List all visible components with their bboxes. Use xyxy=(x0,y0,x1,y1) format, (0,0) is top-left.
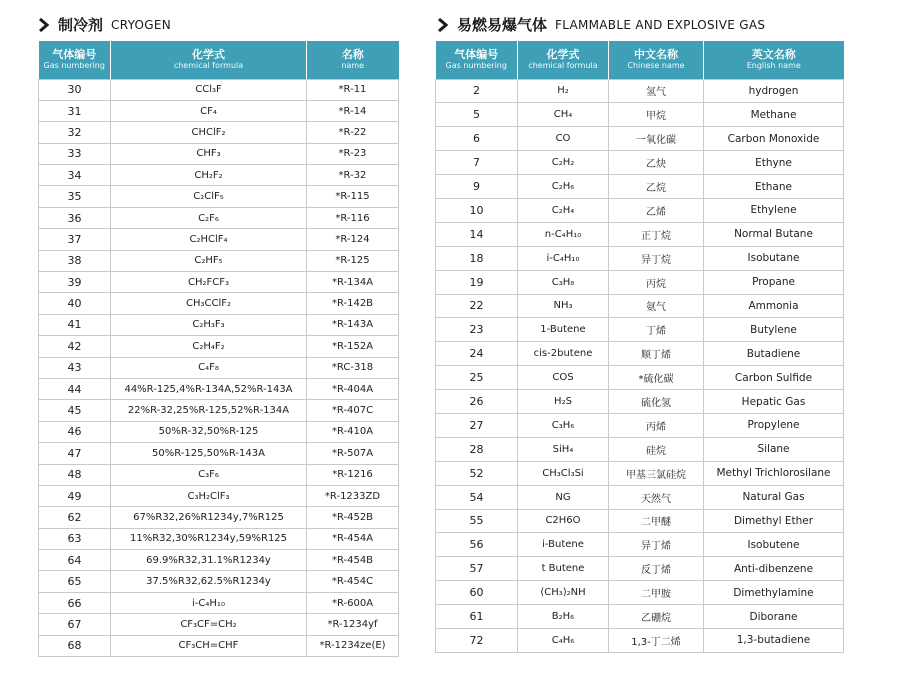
cell-english-name: Natural Gas xyxy=(704,485,844,509)
cell-name: *R-452B xyxy=(307,507,399,528)
cell-chemical-formula: CH₂F₂ xyxy=(111,165,307,186)
header-gas-number: 气体编号 Gas numbering xyxy=(436,41,518,79)
cell-gas-number: 37 xyxy=(39,229,111,250)
cell-chemical-formula: 67%R32,26%R1234y,7%R125 xyxy=(111,507,307,528)
cryogen-table xyxy=(38,41,399,657)
table-row xyxy=(436,270,844,294)
cell-name: *R-454A xyxy=(307,528,399,549)
cell-gas-number: 40 xyxy=(39,293,111,314)
flammable-title-cn: 易燃易爆气体 xyxy=(457,16,548,34)
cell-chemical-formula: C₂H₄ xyxy=(518,198,609,222)
table-row xyxy=(39,143,399,164)
cell-chinese-name: 顺丁烯 xyxy=(609,342,704,366)
flammable-table-header xyxy=(436,41,844,79)
cell-gas-number: 64 xyxy=(39,550,111,571)
cell-chinese-name: 异丁烷 xyxy=(609,246,704,270)
cell-chinese-name: 丙烷 xyxy=(609,270,704,294)
cell-gas-number: 66 xyxy=(39,592,111,613)
cell-gas-number: 10 xyxy=(436,198,518,222)
table-row xyxy=(436,581,844,605)
table-row xyxy=(39,507,399,528)
cell-gas-number: 31 xyxy=(39,100,111,121)
cell-english-name: Ethylene xyxy=(704,198,844,222)
chevron-right-icon xyxy=(38,18,52,32)
cell-name: *R-142B xyxy=(307,293,399,314)
cell-gas-number: 23 xyxy=(436,318,518,342)
table-row xyxy=(39,592,399,613)
flammable-title-en: FLAMMABLE AND EXPLOSIVE GAS xyxy=(555,17,766,32)
cell-gas-number: 49 xyxy=(39,485,111,506)
cell-chemical-formula: C₂HF₅ xyxy=(111,250,307,271)
cell-gas-number: 41 xyxy=(39,314,111,335)
cell-gas-number: 5 xyxy=(436,103,518,127)
cell-chinese-name: 硫化氢 xyxy=(609,390,704,414)
header-chinese-name: 中文名称 Chinese name xyxy=(609,41,704,79)
cell-chinese-name: 氢气 xyxy=(609,79,704,103)
cell-gas-number: 62 xyxy=(39,507,111,528)
cell-gas-number: 36 xyxy=(39,207,111,228)
cell-name: *R-143A xyxy=(307,314,399,335)
cell-gas-number: 42 xyxy=(39,336,111,357)
cell-english-name: Anti-dibenzene xyxy=(704,557,844,581)
cell-chemical-formula: 69.9%R32,31.1%R1234y xyxy=(111,550,307,571)
cell-gas-number: 24 xyxy=(436,342,518,366)
cell-gas-number: 30 xyxy=(39,79,111,100)
header-gas-number: 气体编号 Gas numbering xyxy=(39,41,111,79)
table-row xyxy=(39,186,399,207)
cell-chemical-formula: cis-2butene xyxy=(518,342,609,366)
cell-chinese-name: 乙炔 xyxy=(609,151,704,175)
cell-english-name: Ethyne xyxy=(704,151,844,175)
cell-chemical-formula: CH₃Cl₃Si xyxy=(518,461,609,485)
table-row xyxy=(436,79,844,103)
cell-name: *R-32 xyxy=(307,165,399,186)
cell-chemical-formula: CH₄ xyxy=(518,103,609,127)
cell-english-name: Isobutane xyxy=(704,246,844,270)
cell-name: *R-1234yf xyxy=(307,614,399,635)
header-name: 名称 name xyxy=(307,41,399,79)
cell-gas-number: 18 xyxy=(436,246,518,270)
cell-gas-number: 72 xyxy=(436,628,518,652)
table-row xyxy=(39,79,399,100)
cell-chemical-formula: NH₃ xyxy=(518,294,609,318)
table-row xyxy=(39,635,399,656)
cell-gas-number: 48 xyxy=(39,464,111,485)
cell-gas-number: 44 xyxy=(39,378,111,399)
cryogen-table-body xyxy=(39,79,399,657)
cell-english-name: hydrogen xyxy=(704,79,844,103)
cell-chinese-name: 乙硼烷 xyxy=(609,605,704,629)
cell-chemical-formula: SiH₄ xyxy=(518,437,609,461)
table-row xyxy=(39,614,399,635)
cell-chinese-name: 天然气 xyxy=(609,485,704,509)
table-row xyxy=(39,100,399,121)
cell-chemical-formula: (CH₃)₂NH xyxy=(518,581,609,605)
header-english-name: 英文名称 English name xyxy=(704,41,844,79)
cell-gas-number: 54 xyxy=(436,485,518,509)
table-row xyxy=(436,557,844,581)
cell-gas-number: 27 xyxy=(436,413,518,437)
cell-gas-number: 43 xyxy=(39,357,111,378)
cell-chemical-formula: i-C₄H₁₀ xyxy=(111,592,307,613)
cell-gas-number: 26 xyxy=(436,390,518,414)
cell-chemical-formula: 50%R-32,50%R-125 xyxy=(111,421,307,442)
table-row xyxy=(436,628,844,652)
cryogen-title-cn: 制冷剂 xyxy=(58,16,104,34)
table-row xyxy=(39,485,399,506)
table-row xyxy=(39,207,399,228)
cell-chemical-formula: 22%R-32,25%R-125,52%R-134A xyxy=(111,400,307,421)
cell-english-name: Dimethyl Ether xyxy=(704,509,844,533)
cell-chemical-formula: CF₄ xyxy=(111,100,307,121)
table-row xyxy=(39,165,399,186)
cell-name: *R-404A xyxy=(307,378,399,399)
cell-name: *RC-318 xyxy=(307,357,399,378)
cell-english-name: Diborane xyxy=(704,605,844,629)
cell-chemical-formula: C₂H₃F₃ xyxy=(111,314,307,335)
cell-gas-number: 6 xyxy=(436,127,518,151)
cell-english-name: Hepatic Gas xyxy=(704,390,844,414)
table-row xyxy=(436,103,844,127)
cell-chinese-name: 甲基三氯硅烷 xyxy=(609,461,704,485)
cell-name: *R-1216 xyxy=(307,464,399,485)
cell-gas-number: 33 xyxy=(39,143,111,164)
cell-english-name: Methane xyxy=(704,103,844,127)
cell-english-name: Butylene xyxy=(704,318,844,342)
cell-gas-number: 46 xyxy=(39,421,111,442)
cell-chemical-formula: C₃H₂ClF₃ xyxy=(111,485,307,506)
cell-english-name: Carbon Sulfide xyxy=(704,366,844,390)
cryogen-section-title xyxy=(38,14,171,35)
table-row xyxy=(436,222,844,246)
cell-name: *R-125 xyxy=(307,250,399,271)
cell-english-name: Methyl Trichlorosilane xyxy=(704,461,844,485)
table-row xyxy=(39,421,399,442)
cryogen-title-en: CRYOGEN xyxy=(111,17,172,32)
cell-gas-number: 52 xyxy=(436,461,518,485)
cell-chemical-formula: CF₃CH=CHF xyxy=(111,635,307,656)
cell-name: *R-134A xyxy=(307,272,399,293)
cell-chemical-formula: 11%R32,30%R1234y,59%R125 xyxy=(111,528,307,549)
cell-english-name: Silane xyxy=(704,437,844,461)
cell-name: *R-507A xyxy=(307,443,399,464)
table-row xyxy=(39,122,399,143)
table-row xyxy=(436,198,844,222)
cell-chinese-name: 一氧化碳 xyxy=(609,127,704,151)
cell-gas-number: 67 xyxy=(39,614,111,635)
table-row xyxy=(436,533,844,557)
cell-chinese-name: 异丁烯 xyxy=(609,533,704,557)
table-row xyxy=(436,413,844,437)
cell-english-name: Propane xyxy=(704,270,844,294)
cell-name: *R-1234ze(E) xyxy=(307,635,399,656)
cell-chemical-formula: C₃H₈ xyxy=(518,270,609,294)
header-chemical-formula: 化学式 chemical formula xyxy=(111,41,307,79)
table-row xyxy=(39,229,399,250)
table-row xyxy=(436,605,844,629)
cell-name: *R-600A xyxy=(307,592,399,613)
cell-chemical-formula: 44%R-125,4%R-134A,52%R-143A xyxy=(111,378,307,399)
table-row xyxy=(436,509,844,533)
table-row xyxy=(39,314,399,335)
cell-chinese-name: *硫化碳 xyxy=(609,366,704,390)
table-row xyxy=(436,151,844,175)
table-row xyxy=(436,437,844,461)
cell-chemical-formula: COS xyxy=(518,366,609,390)
cell-gas-number: 63 xyxy=(39,528,111,549)
cell-gas-number: 60 xyxy=(436,581,518,605)
cell-chemical-formula: 37.5%R32,62.5%R1234y xyxy=(111,571,307,592)
cell-gas-number: 57 xyxy=(436,557,518,581)
cell-name: *R-410A xyxy=(307,421,399,442)
cell-gas-number: 34 xyxy=(39,165,111,186)
cell-chemical-formula: CO xyxy=(518,127,609,151)
cell-chemical-formula: CCl₃F xyxy=(111,79,307,100)
cell-gas-number: 32 xyxy=(39,122,111,143)
cell-chemical-formula: B₂H₆ xyxy=(518,605,609,629)
cell-chemical-formula: C₄F₈ xyxy=(111,357,307,378)
cell-name: *R-1233ZD xyxy=(307,485,399,506)
cell-chemical-formula: 50%R-125,50%R-143A xyxy=(111,443,307,464)
cell-name: *R-14 xyxy=(307,100,399,121)
cell-english-name: Isobutene xyxy=(704,533,844,557)
cell-gas-number: 38 xyxy=(39,250,111,271)
cell-english-name: Carbon Monoxide xyxy=(704,127,844,151)
cell-gas-number: 28 xyxy=(436,437,518,461)
cell-chinese-name: 硅烷 xyxy=(609,437,704,461)
cell-chemical-formula: H₂ xyxy=(518,79,609,103)
cell-gas-number: 25 xyxy=(436,366,518,390)
cell-name: *R-454B xyxy=(307,550,399,571)
cell-gas-number: 47 xyxy=(39,443,111,464)
cell-gas-number: 56 xyxy=(436,533,518,557)
cell-name: *R-454C xyxy=(307,571,399,592)
table-row xyxy=(39,571,399,592)
table-row xyxy=(39,378,399,399)
cell-english-name: Normal Butane xyxy=(704,222,844,246)
cell-chemical-formula: t Butene xyxy=(518,557,609,581)
cell-chemical-formula: CH₃CClF₂ xyxy=(111,293,307,314)
cell-chinese-name: 反丁烯 xyxy=(609,557,704,581)
cell-gas-number: 68 xyxy=(39,635,111,656)
table-row xyxy=(39,528,399,549)
table-row xyxy=(39,293,399,314)
table-row xyxy=(436,318,844,342)
table-row xyxy=(436,127,844,151)
cell-chinese-name: 二甲醚 xyxy=(609,509,704,533)
table-row xyxy=(436,485,844,509)
cell-chinese-name: 丁烯 xyxy=(609,318,704,342)
cell-chinese-name: 甲烷 xyxy=(609,103,704,127)
table-row xyxy=(39,464,399,485)
cell-chinese-name: 乙烯 xyxy=(609,198,704,222)
cell-chemical-formula: CF₃CF=CH₂ xyxy=(111,614,307,635)
cell-english-name: Dimethylamine xyxy=(704,581,844,605)
table-row xyxy=(436,461,844,485)
cell-gas-number: 22 xyxy=(436,294,518,318)
cell-name: *R-124 xyxy=(307,229,399,250)
cell-english-name: Ammonia xyxy=(704,294,844,318)
cell-name: *R-11 xyxy=(307,79,399,100)
cell-name: *R-23 xyxy=(307,143,399,164)
cell-english-name: Ethane xyxy=(704,175,844,199)
cell-chemical-formula: CHF₃ xyxy=(111,143,307,164)
table-row xyxy=(39,272,399,293)
cell-gas-number: 14 xyxy=(436,222,518,246)
cell-chemical-formula: C₄H₆ xyxy=(518,628,609,652)
cell-chemical-formula: 1-Butene xyxy=(518,318,609,342)
cell-chemical-formula: C₂ClF₅ xyxy=(111,186,307,207)
cell-chinese-name: 1,3-丁二烯 xyxy=(609,628,704,652)
cell-chemical-formula: n-C₄H₁₀ xyxy=(518,222,609,246)
cell-chemical-formula: NG xyxy=(518,485,609,509)
cryogen-table-header xyxy=(39,41,399,79)
table-row xyxy=(39,443,399,464)
cell-chemical-formula: C₂F₆ xyxy=(111,207,307,228)
cell-english-name: Butadiene xyxy=(704,342,844,366)
cell-english-name: Propylene xyxy=(704,413,844,437)
table-row xyxy=(436,294,844,318)
cell-chemical-formula: C₃H₆ xyxy=(518,413,609,437)
flammable-table xyxy=(435,41,844,653)
cell-chemical-formula: C₂HClF₄ xyxy=(111,229,307,250)
cell-gas-number: 35 xyxy=(39,186,111,207)
cell-gas-number: 45 xyxy=(39,400,111,421)
flammable-table-body xyxy=(436,79,844,652)
cell-chinese-name: 丙烯 xyxy=(609,413,704,437)
cell-gas-number: 2 xyxy=(436,79,518,103)
table-row xyxy=(436,366,844,390)
cell-chemical-formula: CHClF₂ xyxy=(111,122,307,143)
cell-chinese-name: 二甲胺 xyxy=(609,581,704,605)
header-chemical-formula: 化学式 chemical formula xyxy=(518,41,609,79)
cell-chemical-formula: H₂S xyxy=(518,390,609,414)
cell-chemical-formula: CH₂FCF₃ xyxy=(111,272,307,293)
table-row xyxy=(39,357,399,378)
flammable-section-title xyxy=(437,14,765,35)
table-row xyxy=(39,250,399,271)
table-row xyxy=(436,246,844,270)
cell-chinese-name: 乙烷 xyxy=(609,175,704,199)
cell-name: *R-152A xyxy=(307,336,399,357)
table-row xyxy=(436,390,844,414)
cell-gas-number: 39 xyxy=(39,272,111,293)
cell-chinese-name: 氨气 xyxy=(609,294,704,318)
cell-chemical-formula: C₂H₂ xyxy=(518,151,609,175)
cell-chemical-formula: C2H6O xyxy=(518,509,609,533)
cell-chinese-name: 正丁烷 xyxy=(609,222,704,246)
cell-chemical-formula: C₂H₄F₂ xyxy=(111,336,307,357)
cell-name: *R-116 xyxy=(307,207,399,228)
cell-name: *R-22 xyxy=(307,122,399,143)
cell-chemical-formula: C₂H₆ xyxy=(518,175,609,199)
table-row xyxy=(39,336,399,357)
cell-chemical-formula: i-Butene xyxy=(518,533,609,557)
cell-gas-number: 19 xyxy=(436,270,518,294)
cell-chemical-formula: C₃F₆ xyxy=(111,464,307,485)
chevron-right-icon xyxy=(437,18,451,32)
cell-chemical-formula: i-C₄H₁₀ xyxy=(518,246,609,270)
cell-english-name: 1,3-butadiene xyxy=(704,628,844,652)
cell-gas-number: 65 xyxy=(39,571,111,592)
table-row xyxy=(39,550,399,571)
table-row xyxy=(39,400,399,421)
cell-gas-number: 61 xyxy=(436,605,518,629)
cell-gas-number: 9 xyxy=(436,175,518,199)
cell-gas-number: 7 xyxy=(436,151,518,175)
cell-name: *R-115 xyxy=(307,186,399,207)
cell-name: *R-407C xyxy=(307,400,399,421)
cell-gas-number: 55 xyxy=(436,509,518,533)
table-row xyxy=(436,175,844,199)
table-row xyxy=(436,342,844,366)
